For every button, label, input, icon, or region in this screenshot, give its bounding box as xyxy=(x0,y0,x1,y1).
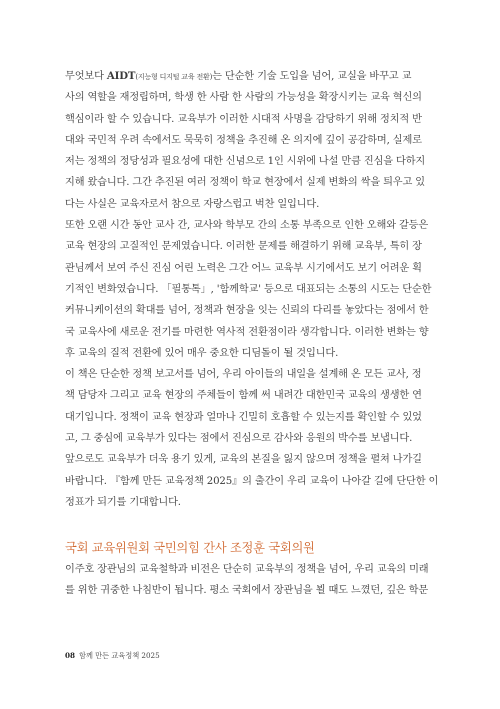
text-line: 이 책은 단순한 정책 보고서를 넘어, 우리 아이들의 내일을 설계해 온 모든 교사, 정 xyxy=(65,369,422,381)
letter-body xyxy=(65,66,438,513)
section-body xyxy=(65,559,438,602)
text-line: 커뮤니케이션의 확대를 넘어, 정책과 현장을 잇는 신뢰의 다리를 놓았다는 점에서 한 xyxy=(65,305,429,317)
text-line: 고, 그 중심에 교육부가 있다는 점에서 진심으로 감사와 응원의 박수를 보냅니다. xyxy=(65,433,413,445)
text-line: 를 위한 귀중한 나침반이 됩니다. 평소 국회에서 장관님을 뵐 때도 느꼈던, 깊은 학문 xyxy=(65,585,429,597)
text-line: 사의 역할을 재정립하며, 학생 한 사람 한 사람의 가능성을 확장시키는 교육 혁신의 xyxy=(65,92,422,104)
text-line: 다는 사실은 교육자로서 참으로 자랑스럽고 벅찬 일입니다. xyxy=(65,198,320,210)
text-line: 관님께서 보여 주신 진심 어린 노력은 그간 어느 교육부 시기에서도 보기 어려운 획 xyxy=(65,262,422,274)
text-line: 교육 현장의 고질적인 문제였습니다. 이러한 문제를 해결하기 위해 교육부, 특히 장 xyxy=(65,241,422,253)
section-heading: 국회 교육위원회 국민의힘 간사 조정훈 국회의원 xyxy=(65,541,315,555)
text-line: 국 교육사에 새로운 전기를 마련한 역사적 전환점이라 생각합니다. 이러한 변화는 향 xyxy=(65,326,429,338)
page-footer xyxy=(65,651,160,661)
running-title: 함께 만든 교육정책 2025 xyxy=(79,651,160,660)
text-line: 이주호 장관님의 교육철학과 비전은 단순히 교육부의 정책을 넘어, 우리 교육의 미래 xyxy=(65,564,429,575)
text-line: 대와 국민적 우려 속에서도 묵묵히 정책을 추진해 온 의지에 깊이 공감하며, 실제로 xyxy=(65,134,422,146)
text-line: 정표가 되기를 기대합니다. xyxy=(65,496,181,508)
text-line: 기적인 변화였습니다. 「필통톡」, '함께학교' 등으로 대표되는 소통의 시도는 단순한 xyxy=(65,283,432,295)
text-line: 앞으로도 교육부가 더욱 용기 있게, 교육의 본질을 잃지 않으며 정책을 펼쳐 나가길 xyxy=(65,454,422,466)
aidt-term: AIDT xyxy=(106,70,136,82)
text-line: 핵심이라 할 수 있습니다. 교육부가 이러한 시대적 사명을 감당하기 위해 정치적 반 xyxy=(65,113,422,125)
text-line: 저는 정책의 정당성과 필요성에 대한 신념으로 1인 시위에 나설 만큼 진심을 다하지 xyxy=(65,156,426,168)
text-line-1-part-a: 무엇보다 xyxy=(65,71,107,82)
text-line: 지해 왔습니다. 그간 추진된 여러 정책이 학교 현장에서 실제 변화의 싹을 틔우고 있 xyxy=(65,177,425,189)
aidt-gloss: (지능형 디지털 교육 전환) xyxy=(135,73,213,81)
text-line: 대기입니다. 정책이 교육 현장과 얼마나 긴밀히 호흡할 수 있는지를 확인할 수 있었 xyxy=(65,411,422,423)
page-number: 08 xyxy=(65,651,76,660)
text-line: 또한 오랜 시간 동안 교사 간, 교사와 학부모 간의 소통 부족으로 인한 오해와 갈등은 xyxy=(65,220,429,232)
text-line: 바랍니다. 『함께 만든 교육정책 2025』의 출간이 우리 교육이 나아갈 길에 단단한 이 xyxy=(65,475,438,487)
text-line: 책 담당자 그리고 교육 현장의 주체들이 함께 써 내려간 대한민국 교육의 생생한 연 xyxy=(65,390,422,402)
text-line: 후 교육의 질적 전환에 있어 매우 중요한 디딤돌이 될 것입니다. xyxy=(65,347,339,359)
text-line-1 xyxy=(65,66,438,87)
text-line-1-part-b: 는 단순한 기술 도입을 넘어, 교실을 바꾸고 교 xyxy=(212,71,412,82)
